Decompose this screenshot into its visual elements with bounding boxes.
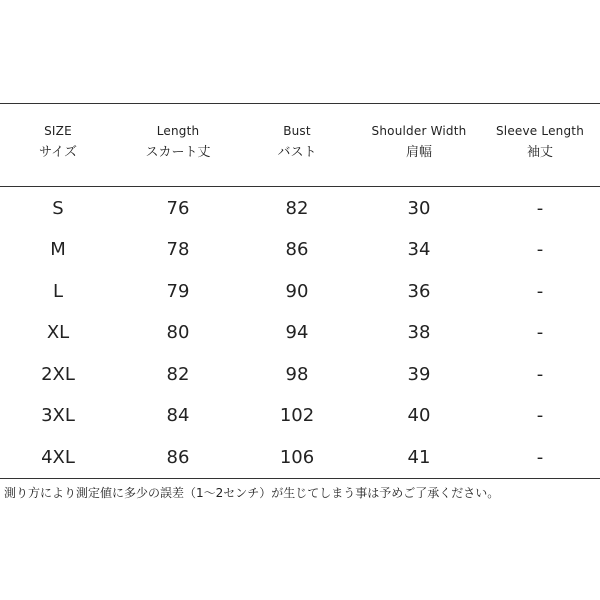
cell-length: 82 [166,364,190,385]
cell-sleeve-length: - [536,198,544,219]
measurement-note: 測り方により測定値に多少の誤差（1〜2センチ）が生じてしまう事は予めご了承ください。 [4,486,500,500]
cell-shoulder-width: 41 [407,447,431,468]
cell-shoulder-width: 34 [407,239,431,260]
cell-size: M [50,239,66,260]
cell-length: 84 [166,405,190,426]
cell-sleeve-length: - [536,239,544,260]
cell-length: 86 [166,447,190,468]
cell-length: 76 [166,198,190,219]
header-shoulder-width [372,120,467,164]
table-top-rule [0,103,600,104]
header-divider [0,186,600,187]
cell-size: XL [46,322,70,343]
header-size [39,120,77,164]
cell-size: 2XL [41,364,75,385]
header-length-jp: スカート丈 [145,145,211,160]
header-sleeve-length-jp: 袖丈 [526,145,554,160]
header-shoulder-width-jp: 肩幅 [405,145,433,160]
cell-bust: 102 [279,405,315,426]
table-row [0,438,600,478]
header-sleeve-length-en: Sleeve Length [495,124,585,138]
table-header [0,120,600,170]
cell-bust: 94 [285,322,309,343]
cell-size: 4XL [41,447,75,468]
cell-sleeve-length: - [536,281,544,302]
cell-size: 3XL [41,405,75,426]
cell-bust: 90 [285,281,309,302]
cell-shoulder-width: 38 [407,322,431,343]
table-row [0,355,600,395]
header-length-en: Length [156,124,200,138]
table-row [0,313,600,353]
cell-shoulder-width: 36 [407,281,431,302]
cell-shoulder-width: 39 [407,364,431,385]
header-bust-jp: バスト [277,145,317,160]
cell-sleeve-length: - [536,322,544,343]
cell-size: S [52,198,64,219]
cell-shoulder-width: 40 [407,405,431,426]
header-bust-en: Bust [283,124,311,138]
header-sleeve-length [496,120,584,164]
cell-shoulder-width: 30 [407,198,431,219]
cell-bust: 98 [285,364,309,385]
table-bottom-rule [0,478,600,479]
cell-bust: 86 [285,239,309,260]
cell-sleeve-length: - [536,447,544,468]
cell-bust: 82 [285,198,309,219]
table-row [0,396,600,436]
header-bust [277,120,316,164]
cell-bust: 106 [279,447,315,468]
table-row [0,189,600,229]
cell-sleeve-length: - [536,364,544,385]
header-shoulder-width-en: Shoulder Width [371,124,467,138]
table-row [0,272,600,312]
header-length [145,120,210,164]
cell-length: 80 [166,322,190,343]
cell-size: L [52,281,64,302]
cell-length: 79 [166,281,190,302]
header-size-jp: サイズ [39,145,77,160]
header-size-en: SIZE [44,124,72,138]
table-row [0,230,600,270]
cell-length: 78 [166,239,190,260]
cell-sleeve-length: - [536,405,544,426]
